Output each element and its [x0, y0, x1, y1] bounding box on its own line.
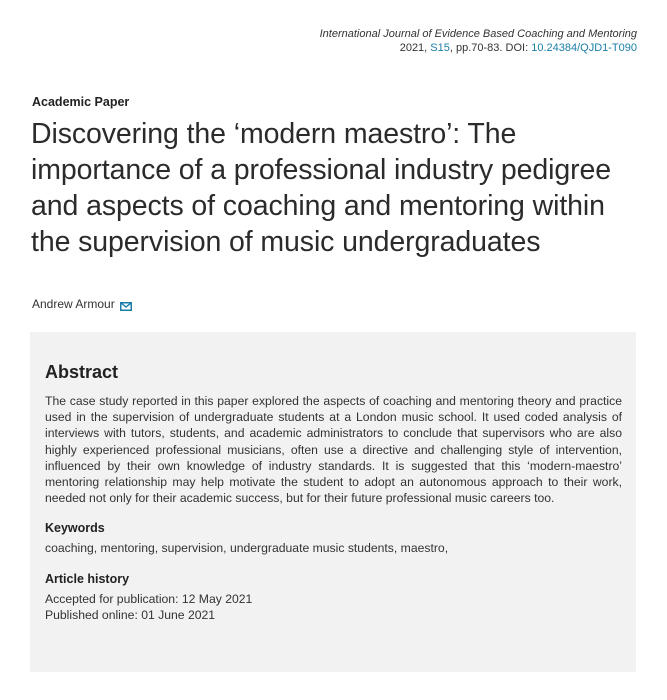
abstract-text: The case study reported in this paper explored the aspects of coaching and mentoring theory and practice used in the supervision of undergraduate students at a London music school. It used coded analysis of interviews with tutors, students, and academic administrators to conclude that supervisors who are also highly experienced professional musicians, often use a directive and challenging style of intervention, influenced by their own knowledge of industry standards. It is suggested that this ‘modern-maestro’ mentoring relationship may help motivate the student to adopt an autonomous approach to their work, needed not only for their academic success, but for their future professional music careers too. [45, 394, 622, 506]
keywords-text: coaching, mentoring, supervision, undergraduate music students, maestro, [45, 541, 449, 556]
abstract-box [30, 332, 636, 672]
journal-pages: , pp.70-83. DOI: [449, 42, 532, 54]
journal-citation [320, 41, 637, 55]
journal-year: 2021, [399, 42, 428, 54]
author-name[interactable]: Andrew Armour [32, 297, 115, 311]
journal-name: International Journal of Evidence Based Coaching and Mentoring [319, 28, 637, 40]
paper-title: Discovering the ‘modern maestro’: The importance of a professional industry pedigree and aspects of coaching and mentoring within the supervision of music undergraduates [31, 118, 611, 258]
keywords-heading: Keywords [45, 521, 105, 536]
mail-icon[interactable] [120, 300, 132, 309]
abstract-heading: Abstract [45, 362, 119, 382]
author-line [32, 297, 132, 311]
history-heading: Article history [45, 571, 130, 586]
doi-link[interactable]: 10.24384/QJD1-T090 [531, 42, 637, 54]
published-date: Published online: 01 June 2021 [45, 608, 216, 623]
accepted-date: Accepted for publication: 12 May 2021 [45, 591, 253, 606]
paper-type: Academic Paper [32, 95, 130, 109]
journal-header [320, 27, 637, 55]
issue-link[interactable]: S15 [430, 42, 450, 54]
